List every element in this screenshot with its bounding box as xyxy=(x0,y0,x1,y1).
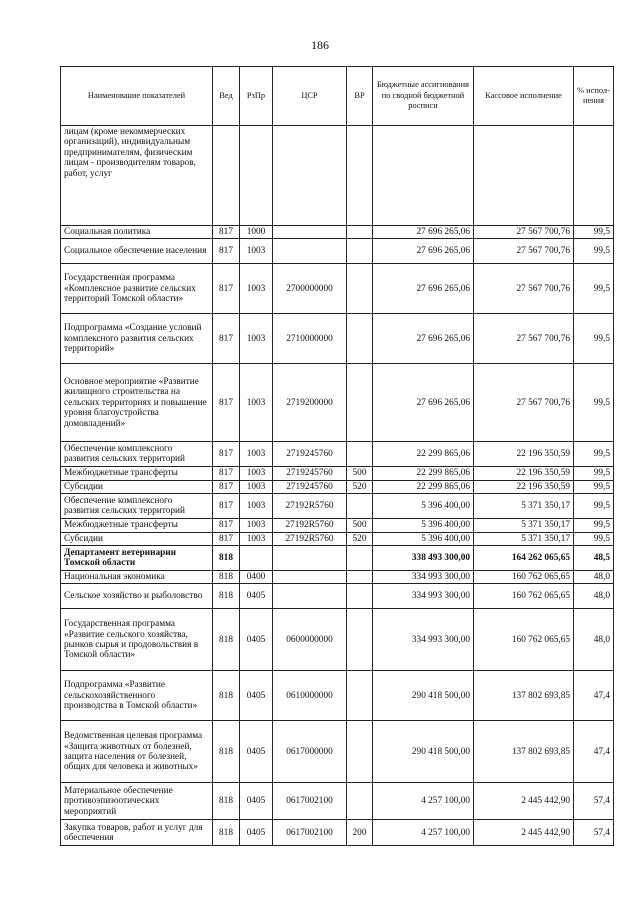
table-row xyxy=(61,126,614,226)
cell-budget: 5 396 400,00 xyxy=(373,494,474,519)
cell-name: Межбюджетные трансферты xyxy=(61,467,213,480)
cell-rzpr: 1003 xyxy=(240,519,273,532)
cell-pct: 48,0 xyxy=(574,584,614,609)
table-row xyxy=(61,226,614,239)
cell-ved: 817 xyxy=(213,239,240,264)
cell-vr: 500 xyxy=(347,467,373,480)
cell-vr xyxy=(347,609,373,671)
cell-csr xyxy=(273,584,347,609)
cell-ved xyxy=(213,126,240,226)
cell-pct: 99,5 xyxy=(574,494,614,519)
cell-vr xyxy=(347,783,373,820)
cell-name: Государственная программа «Комплексное развитие сельских территорий Томской области» xyxy=(61,264,213,314)
cell-csr xyxy=(273,226,347,239)
cell-cash: 5 371 350,17 xyxy=(474,519,574,532)
table-row xyxy=(61,721,614,783)
cell-csr: 2710000000 xyxy=(273,314,347,364)
cell-ved: 818 xyxy=(213,721,240,783)
cell-cash: 160 762 065,65 xyxy=(474,609,574,671)
cell-rzpr: 0405 xyxy=(240,609,273,671)
cell-ved: 817 xyxy=(213,532,240,545)
cell-budget: 290 418 500,00 xyxy=(373,721,474,783)
cell-budget xyxy=(373,126,474,226)
table-row xyxy=(61,532,614,545)
cell-name: Департамент ветеринарии Томской области xyxy=(61,546,213,571)
cell-rzpr: 1003 xyxy=(240,364,273,442)
cell-vr xyxy=(347,364,373,442)
cell-pct: 57,4 xyxy=(574,783,614,820)
cell-vr xyxy=(347,494,373,519)
cell-ved: 817 xyxy=(213,442,240,467)
cell-budget: 290 418 500,00 xyxy=(373,671,474,721)
cell-name: Основное мероприятие «Развитие жилищного строительства на сельских территориях и повышение уровня благоустройства домовладений» xyxy=(61,364,213,442)
table-row xyxy=(61,364,614,442)
cell-ved: 817 xyxy=(213,480,240,493)
cell-rzpr: 1003 xyxy=(240,264,273,314)
cell-vr: 520 xyxy=(347,480,373,493)
cell-cash: 160 762 065,65 xyxy=(474,584,574,609)
cell-budget: 4 257 100,00 xyxy=(373,820,474,846)
cell-budget: 334 993 300,00 xyxy=(373,584,474,609)
cell-csr xyxy=(273,546,347,571)
cell-name: Закупка товаров, работ и услуг для обеспечения xyxy=(61,820,213,846)
cell-cash: 22 196 350,59 xyxy=(474,442,574,467)
cell-pct: 47,4 xyxy=(574,671,614,721)
cell-rzpr: 1003 xyxy=(240,442,273,467)
table-row xyxy=(61,480,614,493)
cell-budget: 22 299 865,06 xyxy=(373,480,474,493)
cell-cash xyxy=(474,126,574,226)
header-vr: ВР xyxy=(347,67,373,126)
cell-csr: 0610000000 xyxy=(273,671,347,721)
cell-cash: 137 802 693,85 xyxy=(474,721,574,783)
cell-csr: 0617000000 xyxy=(273,721,347,783)
cell-vr: 500 xyxy=(347,519,373,532)
cell-pct: 48,0 xyxy=(574,571,614,584)
cell-rzpr: 0405 xyxy=(240,584,273,609)
cell-name: Ведомственная целевая программа «Защита животных от болезней, защита населения от болезней, общих для человека и животных» xyxy=(61,721,213,783)
table-row xyxy=(61,546,614,571)
cell-name: Сельское хозяйство и рыболовство xyxy=(61,584,213,609)
cell-name: Государственная программа «Развитие сельского хозяйства, рынков сырья и продовольствия в Томской области» xyxy=(61,609,213,671)
cell-pct: 99,5 xyxy=(574,519,614,532)
header-rzpr: РзПр xyxy=(240,67,273,126)
header-budget: Бюджетные ассигнования по сводной бюджетной росписи xyxy=(373,67,474,126)
cell-pct: 99,5 xyxy=(574,467,614,480)
cell-rzpr: 0405 xyxy=(240,671,273,721)
cell-vr xyxy=(347,671,373,721)
cell-csr xyxy=(273,126,347,226)
cell-pct: 48,5 xyxy=(574,546,614,571)
table-row xyxy=(61,494,614,519)
header-csr: ЦСР xyxy=(273,67,347,126)
cell-name: Подпрограмма «Развитие сельскохозяйственного производства в Томской области» xyxy=(61,671,213,721)
cell-budget: 4 257 100,00 xyxy=(373,783,474,820)
cell-budget: 27 696 265,06 xyxy=(373,226,474,239)
cell-ved: 817 xyxy=(213,519,240,532)
table-row xyxy=(61,671,614,721)
cell-pct xyxy=(574,126,614,226)
table-row xyxy=(61,442,614,467)
cell-csr: 2719200000 xyxy=(273,364,347,442)
cell-vr xyxy=(347,546,373,571)
cell-csr: 2719245760 xyxy=(273,442,347,467)
cell-csr xyxy=(273,239,347,264)
cell-cash: 160 762 065,65 xyxy=(474,571,574,584)
cell-name: Субсидии xyxy=(61,532,213,545)
cell-pct: 47,4 xyxy=(574,721,614,783)
budget-execution-table xyxy=(60,66,614,846)
cell-csr: 2719245760 xyxy=(273,467,347,480)
cell-pct: 99,5 xyxy=(574,264,614,314)
cell-name: Обеспечение комплексного развития сельских территорий xyxy=(61,442,213,467)
cell-pct: 99,5 xyxy=(574,442,614,467)
cell-cash: 22 196 350,59 xyxy=(474,467,574,480)
cell-rzpr: 1003 xyxy=(240,239,273,264)
cell-pct: 57,4 xyxy=(574,820,614,846)
cell-rzpr: 1003 xyxy=(240,467,273,480)
cell-cash: 164 262 065,65 xyxy=(474,546,574,571)
cell-budget: 338 493 300,00 xyxy=(373,546,474,571)
cell-rzpr: 1003 xyxy=(240,480,273,493)
cell-vr xyxy=(347,571,373,584)
cell-cash: 5 371 350,17 xyxy=(474,494,574,519)
cell-ved: 818 xyxy=(213,609,240,671)
cell-pct: 99,5 xyxy=(574,364,614,442)
cell-name: Подпрограмма «Создание условий комплексного развития сельских территорий» xyxy=(61,314,213,364)
table-row xyxy=(61,264,614,314)
cell-name: Социальная политика xyxy=(61,226,213,239)
cell-vr xyxy=(347,264,373,314)
header-cash: Кассовое исполнение xyxy=(474,67,574,126)
cell-cash: 27 567 700,76 xyxy=(474,264,574,314)
cell-csr: 0617002100 xyxy=(273,783,347,820)
cell-csr: 27192R5760 xyxy=(273,532,347,545)
table-row xyxy=(61,467,614,480)
cell-csr: 27192R5760 xyxy=(273,519,347,532)
cell-pct: 99,5 xyxy=(574,226,614,239)
cell-cash: 27 567 700,76 xyxy=(474,239,574,264)
table-row xyxy=(61,519,614,532)
table-row xyxy=(61,584,614,609)
cell-vr xyxy=(347,239,373,264)
cell-cash: 137 802 693,85 xyxy=(474,671,574,721)
cell-pct: 99,5 xyxy=(574,480,614,493)
cell-name: Субсидии xyxy=(61,480,213,493)
cell-ved: 818 xyxy=(213,783,240,820)
cell-pct: 99,5 xyxy=(574,314,614,364)
cell-cash: 22 196 350,59 xyxy=(474,480,574,493)
cell-pct: 48,0 xyxy=(574,609,614,671)
cell-csr xyxy=(273,571,347,584)
cell-budget: 5 396 400,00 xyxy=(373,532,474,545)
cell-vr: 200 xyxy=(347,820,373,846)
cell-vr xyxy=(347,721,373,783)
cell-ved: 818 xyxy=(213,584,240,609)
table-row xyxy=(61,571,614,584)
header-name: Наименование показателей xyxy=(61,67,213,126)
cell-rzpr: 1000 xyxy=(240,226,273,239)
header-pct: % испол- нения xyxy=(574,67,614,126)
cell-name: лицам (кроме некоммерческих организаций), индивидуальным предпринимателям, физическим лицам - производителям товаров, работ, услуг xyxy=(61,126,213,226)
table-row xyxy=(61,239,614,264)
cell-ved: 818 xyxy=(213,820,240,846)
cell-name: Материальное обеспечение противоэпизоотических мероприятий xyxy=(61,783,213,820)
cell-budget: 334 993 300,00 xyxy=(373,609,474,671)
table-header-row xyxy=(61,67,614,126)
cell-budget: 27 696 265,06 xyxy=(373,264,474,314)
cell-ved: 817 xyxy=(213,314,240,364)
cell-vr xyxy=(347,314,373,364)
cell-pct: 99,5 xyxy=(574,239,614,264)
cell-name: Национальная экономика xyxy=(61,571,213,584)
cell-vr xyxy=(347,442,373,467)
cell-ved: 817 xyxy=(213,494,240,519)
cell-rzpr: 1003 xyxy=(240,494,273,519)
cell-rzpr: 0400 xyxy=(240,571,273,584)
cell-csr: 0617002100 xyxy=(273,820,347,846)
cell-vr: 520 xyxy=(347,532,373,545)
cell-csr: 27192R5760 xyxy=(273,494,347,519)
cell-rzpr: 1003 xyxy=(240,532,273,545)
cell-budget: 27 696 265,06 xyxy=(373,314,474,364)
cell-budget: 22 299 865,06 xyxy=(373,442,474,467)
cell-ved: 817 xyxy=(213,364,240,442)
cell-ved: 817 xyxy=(213,226,240,239)
cell-vr xyxy=(347,126,373,226)
page-number: 186 xyxy=(311,38,329,52)
table-row xyxy=(61,314,614,364)
cell-name: Обеспечение комплексного развития сельских территорий xyxy=(61,494,213,519)
table-row xyxy=(61,609,614,671)
cell-ved: 817 xyxy=(213,264,240,314)
cell-budget: 334 993 300,00 xyxy=(373,571,474,584)
cell-cash: 27 567 700,76 xyxy=(474,314,574,364)
cell-cash: 5 371 350,17 xyxy=(474,532,574,545)
table-row xyxy=(61,783,614,820)
header-ved: Вед xyxy=(213,67,240,126)
cell-ved: 818 xyxy=(213,546,240,571)
cell-budget: 27 696 265,06 xyxy=(373,364,474,442)
cell-budget: 22 299 865,06 xyxy=(373,467,474,480)
cell-cash: 27 567 700,76 xyxy=(474,226,574,239)
cell-ved: 817 xyxy=(213,467,240,480)
table-body xyxy=(61,126,614,846)
cell-cash: 27 567 700,76 xyxy=(474,364,574,442)
cell-rzpr: 0405 xyxy=(240,721,273,783)
cell-cash: 2 445 442,90 xyxy=(474,783,574,820)
cell-rzpr: 1003 xyxy=(240,314,273,364)
cell-rzpr: 0405 xyxy=(240,783,273,820)
cell-ved: 818 xyxy=(213,571,240,584)
cell-csr: 2700000000 xyxy=(273,264,347,314)
cell-rzpr xyxy=(240,546,273,571)
cell-budget: 5 396 400,00 xyxy=(373,519,474,532)
cell-vr xyxy=(347,584,373,609)
cell-csr: 0600000000 xyxy=(273,609,347,671)
cell-cash: 2 445 442,90 xyxy=(474,820,574,846)
table-row xyxy=(61,820,614,846)
cell-name: Межбюджетные трансферты xyxy=(61,519,213,532)
cell-name: Социальное обеспечение населения xyxy=(61,239,213,264)
cell-vr xyxy=(347,226,373,239)
cell-csr: 2719245760 xyxy=(273,480,347,493)
cell-budget: 27 696 265,06 xyxy=(373,239,474,264)
cell-pct: 99,5 xyxy=(574,532,614,545)
cell-rzpr: 0405 xyxy=(240,820,273,846)
cell-rzpr xyxy=(240,126,273,226)
cell-ved: 818 xyxy=(213,671,240,721)
